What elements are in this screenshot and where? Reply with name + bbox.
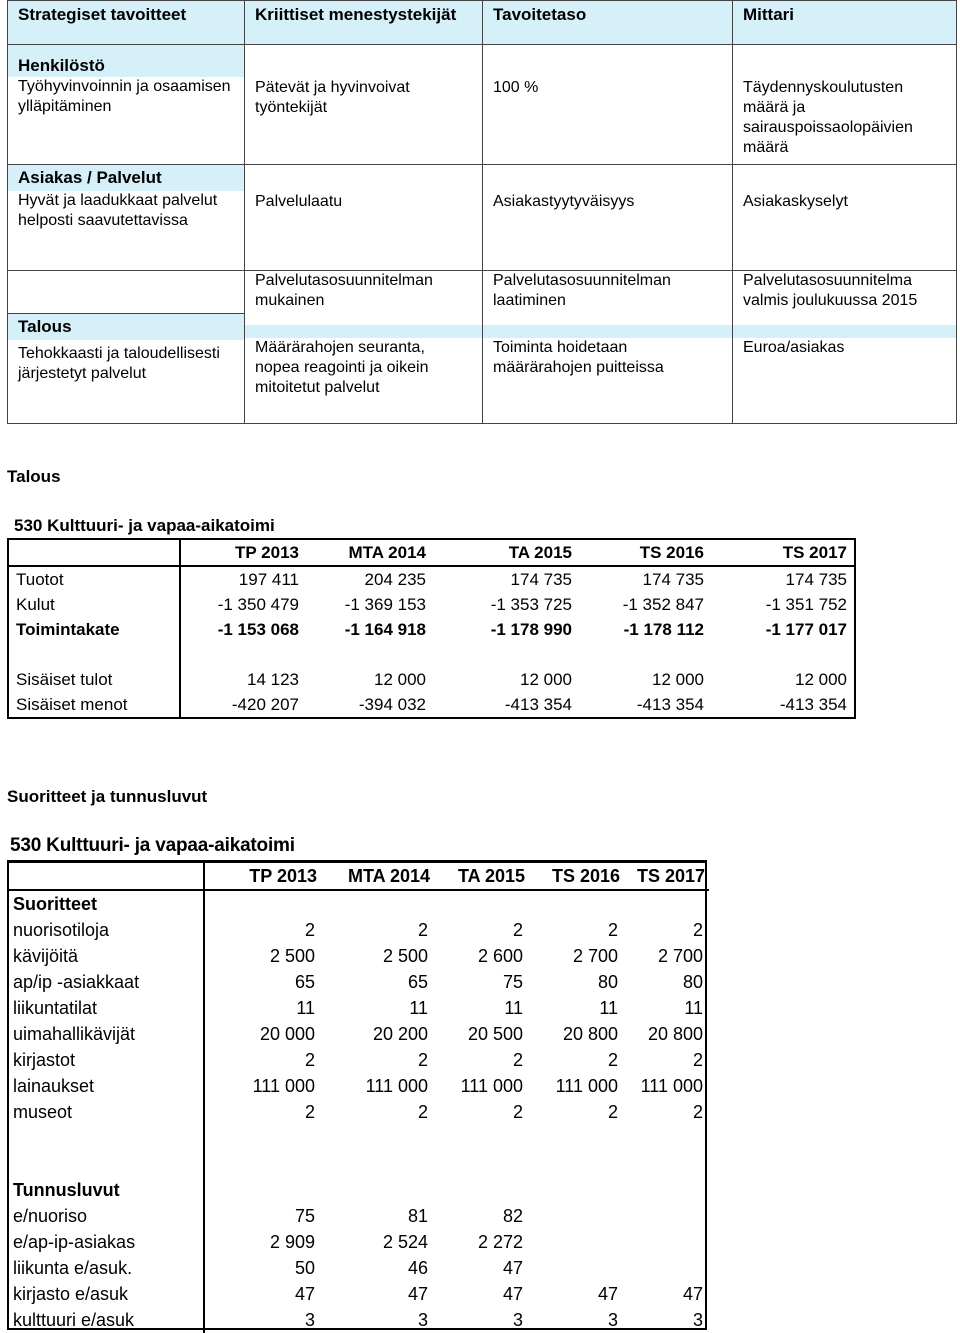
finance-cell: 204 235: [364, 570, 426, 589]
talous-factor-cell: [245, 271, 483, 424]
performance-cell: 47: [502, 1258, 523, 1278]
finance-cell: 174 735: [642, 570, 704, 589]
performance-cell: 11: [504, 998, 523, 1018]
henkilosto-goal-cell: [8, 45, 245, 165]
performance-header-row: [9, 863, 709, 890]
finance-title: 530 Kulttuuri- ja vapaa-aikatoimi: [14, 516, 275, 535]
henkilosto-row: [8, 45, 957, 165]
performance-row: [9, 1099, 709, 1125]
performance-row-label: museot: [9, 1099, 204, 1125]
performance-blank-cell: [624, 890, 709, 917]
performance-cell: 47: [502, 1284, 523, 1304]
performance-cell: 2: [692, 1050, 703, 1070]
finance-table: [7, 538, 856, 719]
talous-band-strip-2: [483, 325, 732, 338]
finance-col-header: TA 2015: [433, 539, 579, 566]
performance-row: [9, 1021, 709, 1047]
strategy-table: [7, 0, 957, 424]
finance-row-label: Kulut: [8, 592, 180, 617]
performance-cell: 47: [407, 1284, 428, 1304]
performance-cell: 2 500: [269, 946, 315, 966]
finance-cell: -1 353 725: [490, 595, 572, 614]
finance-cell: -1 177 017: [765, 620, 847, 639]
header-critical-factors: Kriittiset menestystekijät: [245, 1, 483, 45]
performance-cell: 2 272: [477, 1232, 523, 1252]
finance-col-header: TS 2016: [579, 539, 711, 566]
finance-col-header: TS 2017: [711, 539, 855, 566]
performance-cell: 111 000: [460, 1076, 523, 1096]
performance-cell: 2 700: [572, 946, 618, 966]
performance-blank-cell: [529, 1125, 624, 1151]
henkilosto-goal: Työhyvinvoinnin ja osaamisen ylläpitäminen: [18, 78, 231, 115]
performance-row: [9, 1203, 709, 1229]
talous-meter-cell: [733, 271, 957, 424]
header-goals: Strategiset tavoitteet: [8, 1, 245, 45]
performance-cell: [529, 1203, 624, 1229]
performance-cell: 65: [294, 972, 315, 992]
finance-spacer-row: [8, 642, 855, 667]
performance-cell: 20 200: [372, 1024, 428, 1044]
section-heading-talous: Talous: [7, 467, 61, 486]
performance-cell: 2 600: [477, 946, 523, 966]
finance-col-header: TP 2013: [180, 539, 306, 566]
performance-cell: 2: [304, 1102, 315, 1122]
performance-group-row: [9, 890, 709, 917]
finance-cell: 174 735: [510, 570, 572, 589]
performance-row-label: e/ap-ip-asiakas: [9, 1229, 204, 1255]
performance-row-label: e/nuoriso: [9, 1203, 204, 1229]
finance-cell: -1 153 068: [217, 620, 299, 639]
talous-goal: Tehokkaasti ja taloudellisesti järjestetyt palvelut: [18, 345, 220, 382]
finance-row-label: Tuotot: [8, 566, 180, 592]
performance-cell: [624, 1229, 709, 1255]
performance-cell: 2 500: [382, 946, 428, 966]
performance-cell: 11: [296, 998, 315, 1018]
performance-blank-cell: [434, 1125, 529, 1151]
performance-blank-cell: [434, 890, 529, 917]
finance-cell: 12 000: [795, 670, 847, 689]
finance-spacer-cell: [8, 642, 180, 667]
asiakas-factor-quality: Palvelulaatu: [245, 165, 483, 271]
performance-cell: 50: [294, 1258, 315, 1278]
performance-grid: [9, 863, 709, 1333]
henkilosto-meter: Täydennyskoulutusten määrä ja sairauspoissaolopäivien määrä: [733, 45, 957, 165]
talous-level: Toiminta hoidetaan määrärahojen puitteissa: [493, 339, 664, 376]
performance-body: [9, 890, 709, 1333]
performance-cell: 3: [417, 1310, 428, 1330]
performance-cell: 3: [692, 1310, 703, 1330]
performance-cell: 65: [407, 972, 428, 992]
performance-row: [9, 1229, 709, 1255]
finance-cell: 12 000: [652, 670, 704, 689]
performance-cell: 20 500: [467, 1024, 523, 1044]
performance-blank-cell: [434, 1151, 529, 1177]
performance-cell: 111 000: [365, 1076, 428, 1096]
finance-cell: 174 735: [785, 570, 847, 589]
performance-cell: 3: [304, 1310, 315, 1330]
performance-row-label: kirjastot: [9, 1047, 204, 1073]
finance-row-label: Sisäiset menot: [8, 692, 180, 718]
henkilosto-factor: Pätevät ja hyvinvoivat työntekijät: [245, 45, 483, 165]
performance-table: [7, 860, 707, 1330]
header-meter: Mittari: [733, 1, 957, 45]
plan-factor: Palvelutasosuunnitelman mukainen: [255, 272, 433, 309]
performance-row: [9, 969, 709, 995]
finance-cell: -1 164 918: [344, 620, 426, 639]
performance-cell: 11: [599, 998, 618, 1018]
finance-header-row: [8, 539, 855, 566]
performance-blank-cell: [204, 1125, 321, 1151]
performance-blank-cell: [321, 1125, 434, 1151]
performance-spacer-row: [9, 1125, 709, 1151]
performance-cell: [529, 1255, 624, 1281]
performance-row-label: kävijöitä: [9, 943, 204, 969]
performance-cell: 2 909: [269, 1232, 315, 1252]
performance-row: [9, 1281, 709, 1307]
performance-cell: 75: [294, 1206, 315, 1226]
plan-level: Palvelutasosuunnitelman laatiminen: [493, 272, 671, 309]
performance-row: [9, 1073, 709, 1099]
asiakas-band: Asiakas / Palvelut: [8, 165, 244, 191]
finance-cell: -1 369 153: [344, 595, 426, 614]
talous-goal-cell: [8, 271, 245, 424]
performance-cell: [624, 1255, 709, 1281]
performance-cell: 47: [294, 1284, 315, 1304]
performance-cell: 2: [512, 920, 523, 940]
performance-row: [9, 917, 709, 943]
performance-row-label: uimahallikävijät: [9, 1021, 204, 1047]
talous-factor: Määrärahojen seuranta, nopea reagointi ja oikein mitoitetut palvelut: [255, 339, 429, 396]
performance-cell: 3: [607, 1310, 618, 1330]
performance-row-label: lainaukset: [9, 1073, 204, 1099]
finance-cell: 14 123: [247, 670, 299, 689]
performance-header-blank: [9, 863, 204, 890]
performance-row: [9, 1307, 709, 1333]
finance-cell: -413 354: [579, 692, 711, 718]
performance-col-header: TS 2016: [529, 863, 624, 890]
performance-blank-cell: [204, 1177, 321, 1203]
plan-meter: Palvelutasosuunnitelma valmis joulukuussa 2015: [743, 272, 918, 309]
performance-row-label: kirjasto e/asuk: [9, 1281, 204, 1307]
performance-cell: 2 524: [382, 1232, 428, 1252]
performance-blank-cell: [204, 890, 321, 917]
performance-blank-cell: [624, 1125, 709, 1151]
performance-cell: 2: [304, 920, 315, 940]
finance-cell: -413 354: [711, 692, 855, 718]
performance-cell: 2: [607, 920, 618, 940]
finance-cell: -1 350 479: [217, 595, 299, 614]
performance-cell: 81: [407, 1206, 428, 1226]
performance-cell: 2: [512, 1050, 523, 1070]
performance-col-header: MTA 2014: [321, 863, 434, 890]
performance-cell: 11: [409, 998, 428, 1018]
performance-row: [9, 995, 709, 1021]
asiakas-level-satisfaction: Asiakastyytyväisyys: [483, 165, 733, 271]
performance-spacer-row: [9, 1151, 709, 1177]
performance-cell: 111 000: [555, 1076, 618, 1096]
performance-col-header: TP 2013: [204, 863, 321, 890]
finance-cell: 12 000: [520, 670, 572, 689]
talous-spacer: [8, 271, 244, 313]
section-heading-suoritteet: Suoritteet ja tunnusluvut: [7, 787, 208, 806]
performance-blank-cell: [204, 1151, 321, 1177]
finance-col-header: MTA 2014: [306, 539, 433, 566]
performance-cell: 3: [512, 1310, 523, 1330]
performance-group-label: Suoritteet: [9, 890, 204, 917]
finance-header-blank: [8, 539, 180, 566]
performance-cell: [624, 1203, 709, 1229]
performance-cell: 2: [607, 1102, 618, 1122]
performance-cell: 2: [607, 1050, 618, 1070]
performance-group-label: Tunnusluvut: [9, 1177, 204, 1203]
talous-band: Talous: [8, 313, 244, 340]
performance-row-label: kulttuuri e/asuk: [9, 1307, 204, 1333]
performance-blank-cell: [624, 1151, 709, 1177]
performance-cell: 20 000: [259, 1024, 315, 1044]
performance-row-label: liikuntatilat: [9, 995, 204, 1021]
finance-cell: -394 032: [306, 692, 433, 718]
finance-cell: -1 178 112: [623, 620, 704, 639]
finance-row-total: [8, 617, 855, 642]
strategy-header-row: [8, 1, 957, 45]
asiakas-goal: Hyvät ja laadukkaat palvelut helposti saavutettavissa: [18, 192, 218, 229]
finance-row: [8, 692, 855, 718]
performance-blank-cell: [434, 1177, 529, 1203]
performance-cell: 20 800: [562, 1024, 618, 1044]
performance-blank-cell: [624, 1177, 709, 1203]
finance-cell: 12 000: [374, 670, 426, 689]
talous-band-strip-3: [733, 325, 956, 338]
finance-cell: -413 354: [433, 692, 579, 718]
performance-cell: 80: [597, 972, 618, 992]
performance-cell: 2: [512, 1102, 523, 1122]
performance-cell: 47: [597, 1284, 618, 1304]
asiakas-goal-cell: [8, 165, 245, 271]
performance-cell: 2: [417, 1102, 428, 1122]
performance-blank-cell: [529, 1177, 624, 1203]
finance-cell: -1 352 847: [622, 595, 704, 614]
talous-band-strip: [245, 325, 482, 338]
performance-blank-cell: [321, 1151, 434, 1177]
finance-row-label: Toimintakate: [8, 617, 180, 642]
finance-cell: 197 411: [238, 570, 299, 589]
performance-cell: 2: [417, 920, 428, 940]
performance-spacer-cell: [9, 1151, 204, 1177]
performance-row-label: nuorisotiloja: [9, 917, 204, 943]
performance-cell: 47: [682, 1284, 703, 1304]
asiakas-meter-surveys: Asiakaskyselyt: [733, 165, 957, 271]
performance-row: [9, 1047, 709, 1073]
performance-blank-cell: [529, 1151, 624, 1177]
finance-cell: -1 178 990: [490, 620, 572, 639]
performance-title: 530 Kulttuuri- ja vapaa-aikatoimi: [10, 835, 295, 856]
asiakas-row: [8, 165, 957, 271]
finance-row-label: Sisäiset tulot: [8, 667, 180, 692]
performance-blank-cell: [529, 890, 624, 917]
talous-meter: Euroa/asiakas: [743, 339, 845, 356]
talous-level-cell: [483, 271, 733, 424]
henkilosto-level: 100 %: [483, 45, 733, 165]
performance-cell: 2 700: [657, 946, 703, 966]
performance-row: [9, 1255, 709, 1281]
finance-row: [8, 592, 855, 617]
performance-col-header: TS 2017: [624, 863, 709, 890]
finance-row: [8, 667, 855, 692]
henkilosto-band: Henkilöstö: [8, 45, 244, 77]
performance-row: [9, 943, 709, 969]
performance-cell: [529, 1229, 624, 1255]
performance-spacer-cell: [9, 1125, 204, 1151]
performance-cell: 2: [692, 920, 703, 940]
performance-cell: 80: [682, 972, 703, 992]
header-target-level: Tavoitetaso: [483, 1, 733, 45]
performance-col-header: TA 2015: [434, 863, 529, 890]
performance-row-label: liikunta e/asuk.: [9, 1255, 204, 1281]
performance-row-label: ap/ip -asiakkaat: [9, 969, 204, 995]
performance-cell: 2: [417, 1050, 428, 1070]
performance-cell: 20 800: [647, 1024, 703, 1044]
performance-cell: 75: [502, 972, 523, 992]
finance-row: [8, 566, 855, 592]
performance-cell: 111 000: [640, 1076, 703, 1096]
performance-cell: 2: [692, 1102, 703, 1122]
finance-cell: -420 207: [180, 692, 306, 718]
performance-group-row: [9, 1177, 709, 1203]
performance-cell: 11: [684, 998, 703, 1018]
performance-cell: 82: [502, 1206, 523, 1226]
finance-cell: -1 351 752: [765, 595, 847, 614]
performance-cell: 111 000: [252, 1076, 315, 1096]
performance-blank-cell: [321, 890, 434, 917]
performance-cell: 2: [304, 1050, 315, 1070]
talous-row: [8, 271, 957, 424]
performance-blank-cell: [321, 1177, 434, 1203]
performance-cell: 46: [407, 1258, 428, 1278]
